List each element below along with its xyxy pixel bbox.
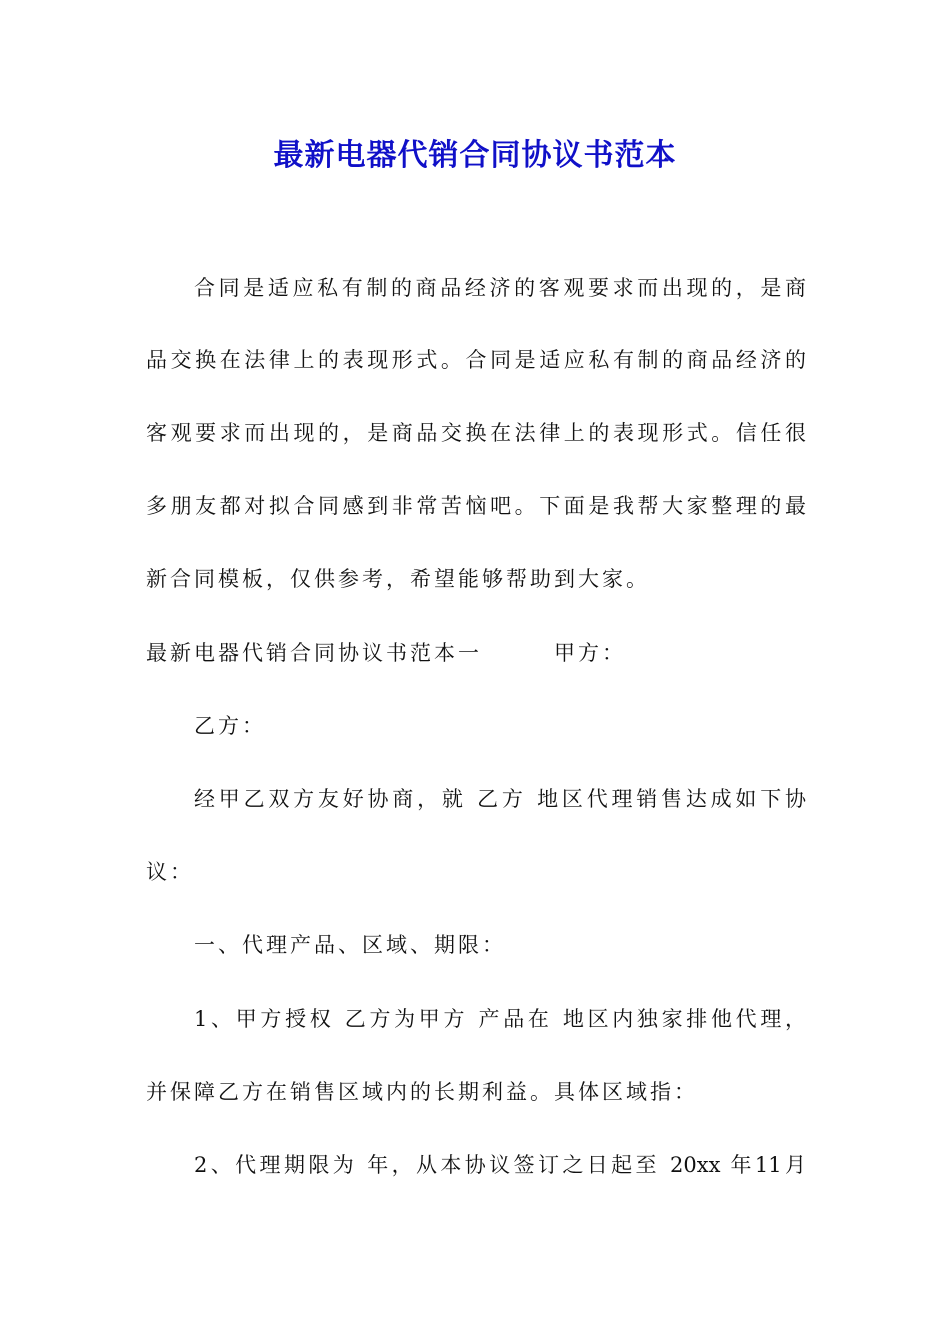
paragraph-line: 新合同模板，仅供参考，希望能够帮助到大家。 <box>146 567 650 591</box>
paragraph-line: 经甲乙双方友好协商，就 乙方 地区代理销售达成如下协 <box>194 787 806 811</box>
clause-heading: 一、代理产品、区域、期限： <box>194 933 506 957</box>
paragraph-line: 多朋友都对拟合同感到非常苦恼吧。下面是我帮大家整理的最 <box>146 494 806 518</box>
party-b-line: 乙方： <box>194 714 266 738</box>
clause-line: 1、甲方授权 乙方为甲方 产品在 地区内独家排他代理， <box>194 1007 806 1031</box>
paragraph-line: 合同是适应私有制的商品经济的客观要求而出现的，是商 <box>194 276 806 300</box>
paragraph-line: 议： <box>146 860 194 884</box>
section-heading-line: 最新电器代销合同协议书范本一 甲方： <box>146 641 626 665</box>
clause-line: 并保障乙方在销售区域内的长期利益。具体区域指： <box>146 1080 698 1104</box>
document-title: 最新电器代销合同协议书范本 <box>273 138 677 173</box>
paragraph-line: 品交换在法律上的表现形式。合同是适应私有制的商品经济的 <box>146 348 806 372</box>
clause-line: 2、代理期限为 年，从本协议签订之日起至 20xx 年11月 <box>194 1153 806 1177</box>
paragraph-line: 客观要求而出现的，是商品交换在法律上的表现形式。信任很 <box>146 421 806 445</box>
